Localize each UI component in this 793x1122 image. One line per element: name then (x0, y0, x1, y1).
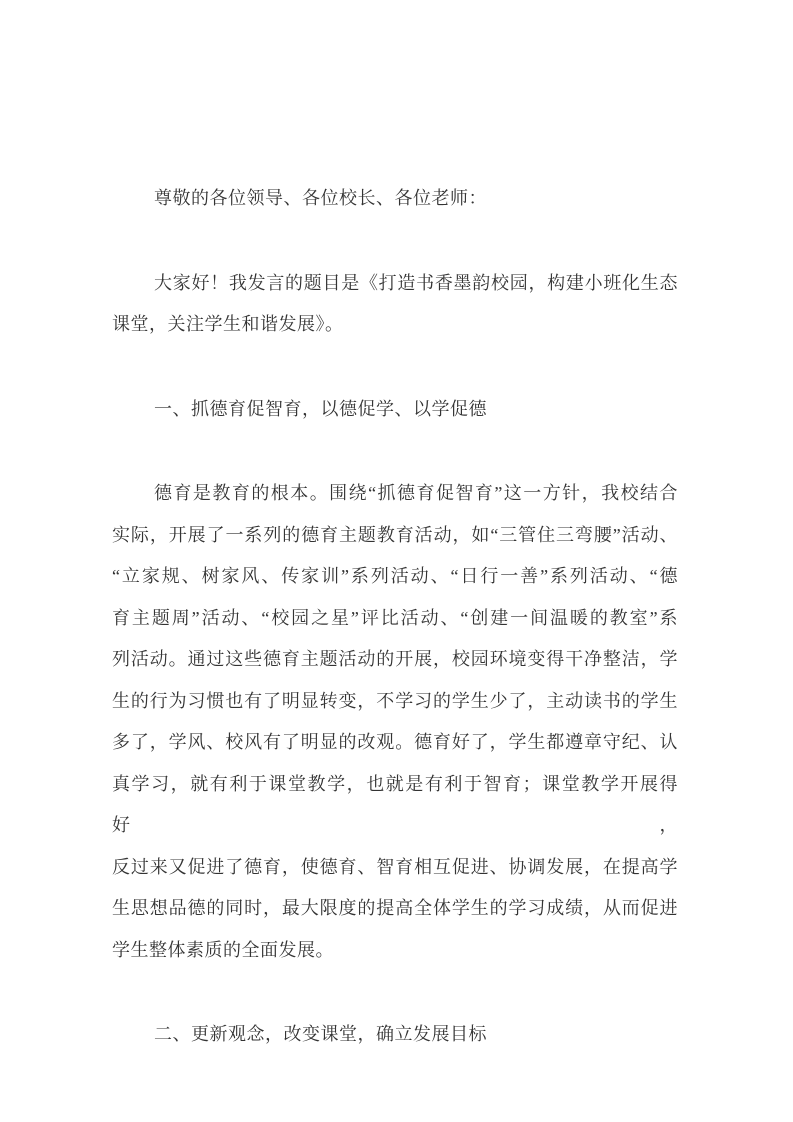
text-line: 课堂，关注学生和谐发展》。 (112, 314, 344, 334)
text-line: 大家好！我发言的题目是《打造书香墨韵校园，构建小班化生态 (154, 272, 678, 293)
text-line: 二、更新观念，改变课堂，确立发展目标 (154, 1024, 487, 1044)
text-line: 育主题周”活动、“校园之星”评比活动、“创建一间温暖的教室”系 (112, 607, 678, 628)
text-line: 一、抓德育促智育，以德促学、以学促德 (154, 398, 487, 419)
section-heading (112, 1014, 678, 1056)
section-heading (112, 389, 678, 431)
text-line: 生思想品德的同时，最大限度的提高全体学生的学习成绩，从而促进 (112, 898, 678, 918)
text-line: 多了，学风、校风有了明显的改观。德育好了，学生都遵章守纪、认 (112, 732, 678, 752)
text-column (112, 178, 678, 1056)
text-line: 德育是教育的根本。围绕“抓德育促智育”这一方针，我校结合 (154, 483, 678, 503)
text-line: 实际，开展了一系列的德育主题教育活动，如“三管住三弯腰”活动、 (112, 524, 678, 545)
text-line: 真学习，就有利于课堂教学，也就是有利于智育；课堂教学开展得好， (112, 773, 678, 835)
text-line: 生的行为习惯也有了明显转变，不学习的学生少了，主动读书的学生 (112, 690, 678, 711)
paragraph (112, 263, 678, 346)
text-line: 学生整体素质的全面发展。 (112, 939, 334, 960)
text-line: 列活动。通过这些德育主题活动的开展，校园环境变得干净整洁，学 (112, 649, 678, 669)
paragraph (112, 473, 678, 971)
text-line: 反过来又促进了德育，使德育、智育相互促进、协调发展，在提高学 (112, 856, 678, 877)
paragraph (112, 178, 678, 220)
text-line: “立家规、树家风、传家训”系列活动、“日行一善”系列活动、“德 (112, 566, 678, 586)
text-line: 尊敬的各位领导、各位校长、各位老师： (154, 188, 487, 208)
